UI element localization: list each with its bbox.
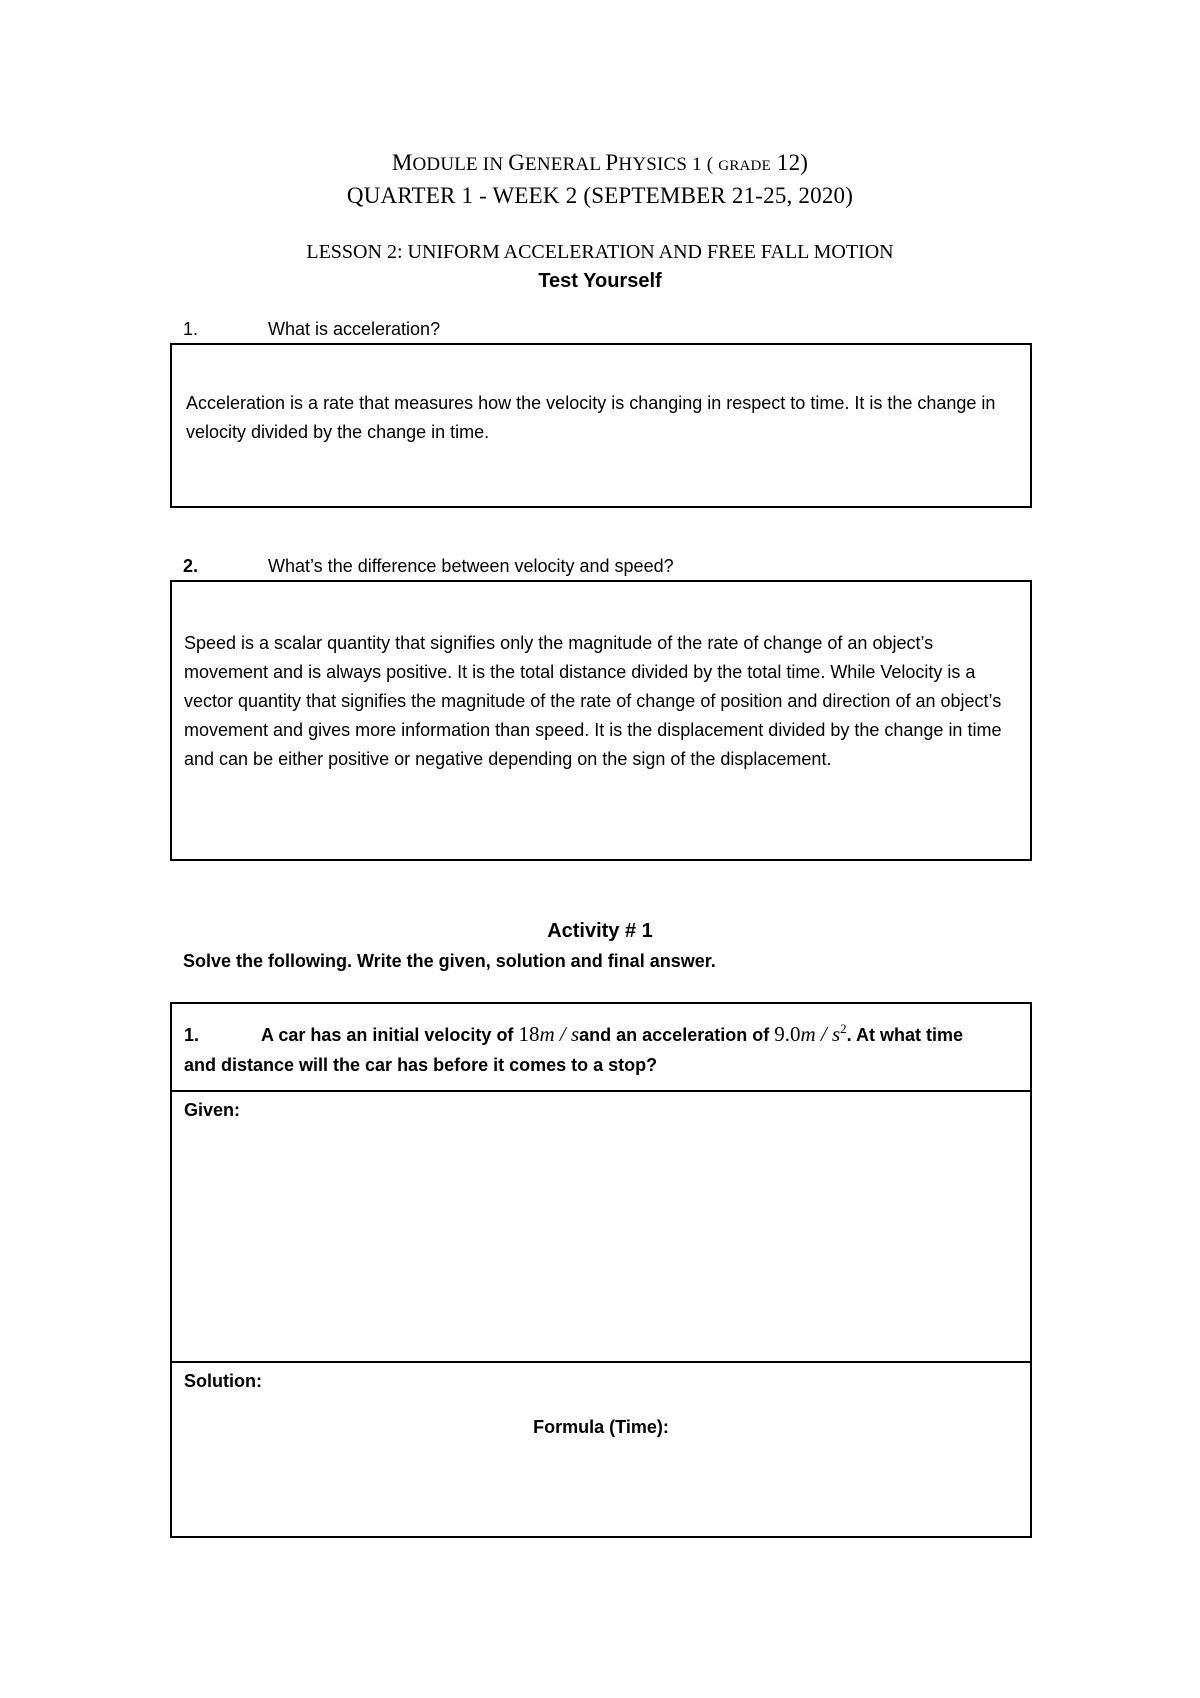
module-title: MODULE IN GENERAL PHYSICS 1 ( GRADE 12) [391, 150, 809, 175]
problem-text: 1. A car has an initial velocity of 18m / sand an acceleration of $9.0m / s^2$. At what time and distance will the car has before it comes to a stop? [184, 1021, 963, 1075]
velocity-expression: 18m / s [518, 1022, 580, 1046]
given-row [172, 1090, 1030, 1361]
question-number: 1. [183, 319, 199, 339]
activity-table [170, 1002, 1032, 1538]
question-number: 2. [183, 556, 199, 576]
acceleration-expression: $9.0m / s^2$ [774, 1021, 847, 1046]
section-title: Test Yourself [538, 270, 662, 292]
question-text: What is acceleration? [268, 319, 441, 339]
problem-row [172, 1004, 1030, 1090]
answer-box-1 [170, 343, 1032, 508]
question-text: What’s the difference between velocity and speed? [268, 556, 674, 576]
formula-label: Formula (Time): [533, 1417, 669, 1437]
answer-box-2 [170, 580, 1032, 861]
answer-text: Speed is a scalar quantity that signifies only the magnitude of the rate of change of an object’s movement and is always positive. It is the total distance divided by the total time. While Velocity is a vector quantity that signifies the magnitude of the rate of change of position and direction of an object’s movement and gives more information than speed. It is the displacement divided by the change in time and can be either positive or negative depending on the sign of the displacement. [184, 633, 1002, 769]
solution-row [172, 1361, 1030, 1536]
lesson-title: LESSON 2: UNIFORM ACCELERATION AND FREE FALL MOTION [306, 241, 894, 263]
quarter-title: QUARTER 1 - WEEK 2 (SEPTEMBER 21-25, 2020) [346, 183, 854, 208]
activity-title: Activity # 1 [547, 920, 653, 942]
answer-text: Acceleration is a rate that measures how the velocity is changing in respect to time. It is the change in velocity divided by the change in time. [186, 393, 996, 442]
given-label: Given: [184, 1100, 241, 1120]
activity-instructions: Solve the following. Write the given, solution and final answer. [183, 951, 716, 971]
solution-label: Solution: [184, 1371, 262, 1391]
